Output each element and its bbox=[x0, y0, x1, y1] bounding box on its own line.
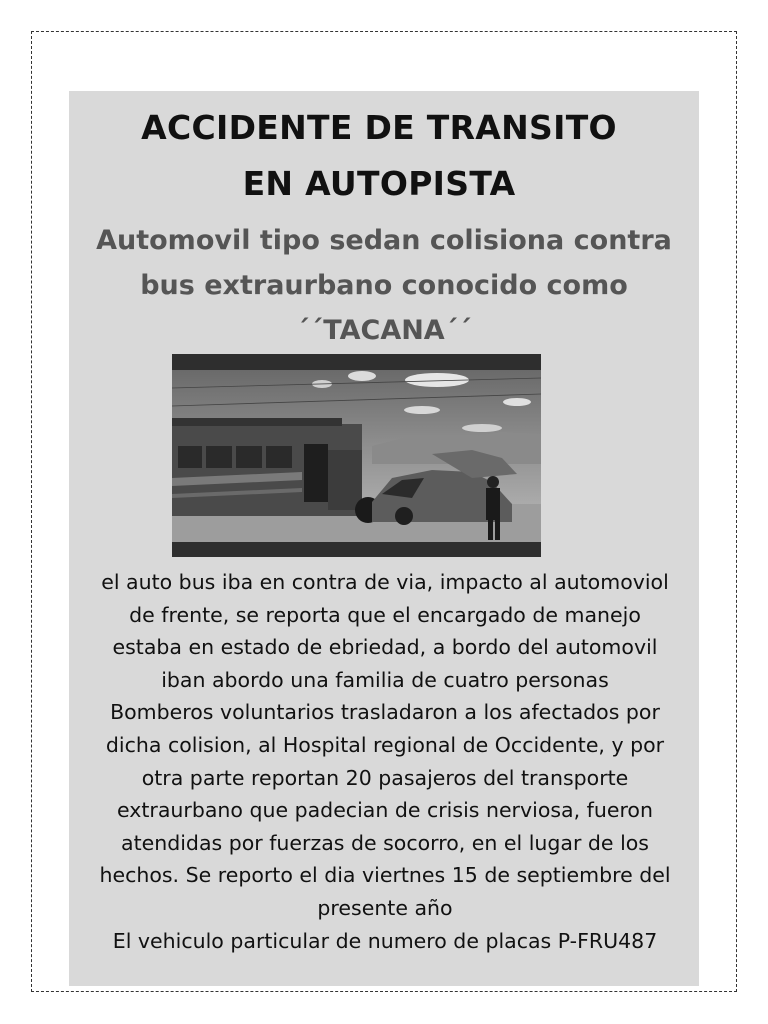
headline bbox=[0, 100, 768, 212]
body-line: hechos. Se reporto el dia viertnes 15 de septiembre del bbox=[99, 863, 671, 888]
body-line: el auto bus iba en contra de via, impacto al automoviol bbox=[101, 570, 669, 594]
body-line: otra parte reportan 20 pasajeros del transporte bbox=[141, 765, 629, 790]
body-line: Bomberos voluntarios trasladaron a los afectados por bbox=[110, 700, 660, 725]
headline-line-1: ACCIDENTE DE TRANSITO bbox=[141, 108, 617, 147]
body-line: extraurbano que padecian de crisis nerviosa, fueron bbox=[117, 798, 653, 823]
subheadline: Automovil tipo sedan colisiona contra bus extraurbano conocido como ´´TACANA´´ bbox=[96, 225, 672, 346]
body-line: presente año bbox=[317, 895, 453, 920]
body-line: atendidas por fuerzas de socorro, en el lugar de los bbox=[121, 830, 649, 855]
body-line: estaba en estado de ebriedad, a bordo del automovil bbox=[112, 635, 658, 660]
body-line: iban abordo una familia de cuatro personas bbox=[161, 667, 609, 692]
accident-photo bbox=[172, 354, 541, 557]
body-line: El vehiculo particular de numero de placas P-FRU487 bbox=[112, 928, 658, 953]
article-body bbox=[70, 566, 700, 957]
body-line: de frente, se reporta que el encargado de manejo bbox=[129, 602, 641, 627]
headline-line-2: EN AUTOPISTA bbox=[242, 164, 516, 203]
body-line: dicha colision, al Hospital regional de Occidente, y por bbox=[105, 732, 665, 757]
